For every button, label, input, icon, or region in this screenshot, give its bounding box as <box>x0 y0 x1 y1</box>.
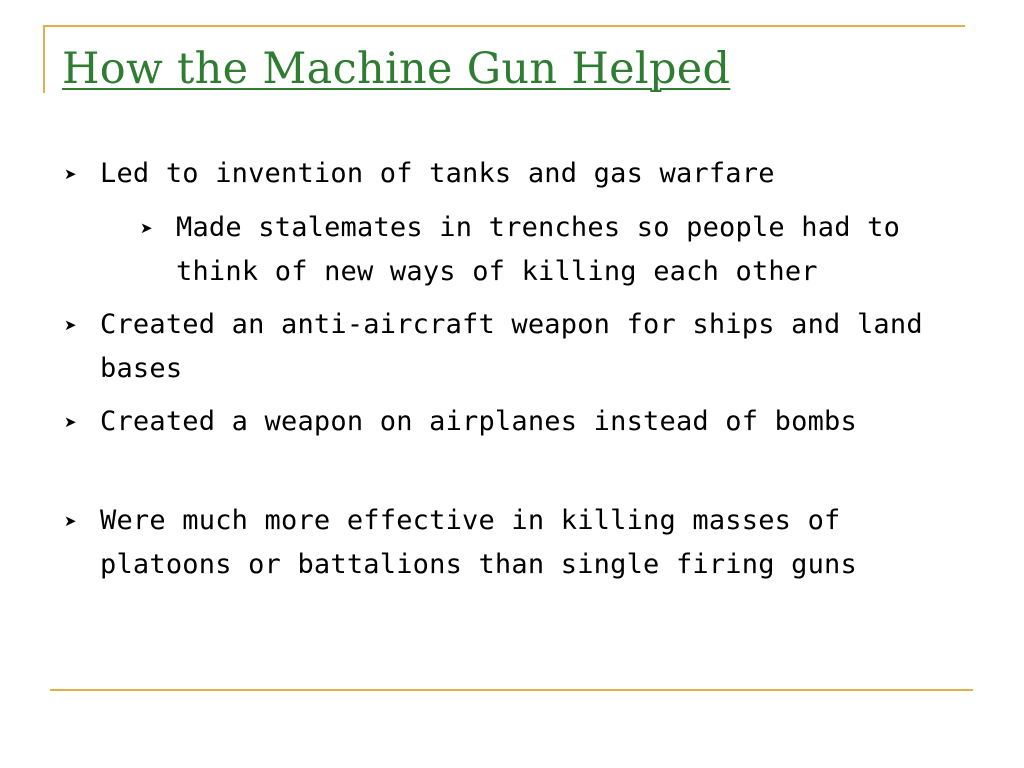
bullet-item <box>64 303 960 391</box>
bullet-item <box>64 400 960 444</box>
bullet-item <box>64 152 960 196</box>
slide-title: How the Machine Gun Helped <box>62 44 731 94</box>
arrowhead-bullet-icon: ➤ <box>64 413 77 431</box>
arrowhead-bullet-icon: ➤ <box>140 219 153 237</box>
bullet-text: Created an anti-aircraft weapon for ships and land bases <box>100 309 923 384</box>
bullet-text: Led to invention of tanks and gas warfare <box>100 158 775 189</box>
sub-bullet-item <box>140 206 976 294</box>
bullet-text: Were much more effective in killing masses of platoons or battalions than single firing guns <box>100 505 857 580</box>
bullet-text: Created a weapon on airplanes instead of bombs <box>100 406 857 437</box>
bullet-text: Made stalemates in trenches so people had to think of new ways of killing each other <box>176 212 901 287</box>
bullet-item <box>64 499 960 587</box>
arrowhead-bullet-icon: ➤ <box>64 316 77 334</box>
arrowhead-bullet-icon: ➤ <box>64 512 77 530</box>
arrowhead-bullet-icon: ➤ <box>64 165 77 183</box>
